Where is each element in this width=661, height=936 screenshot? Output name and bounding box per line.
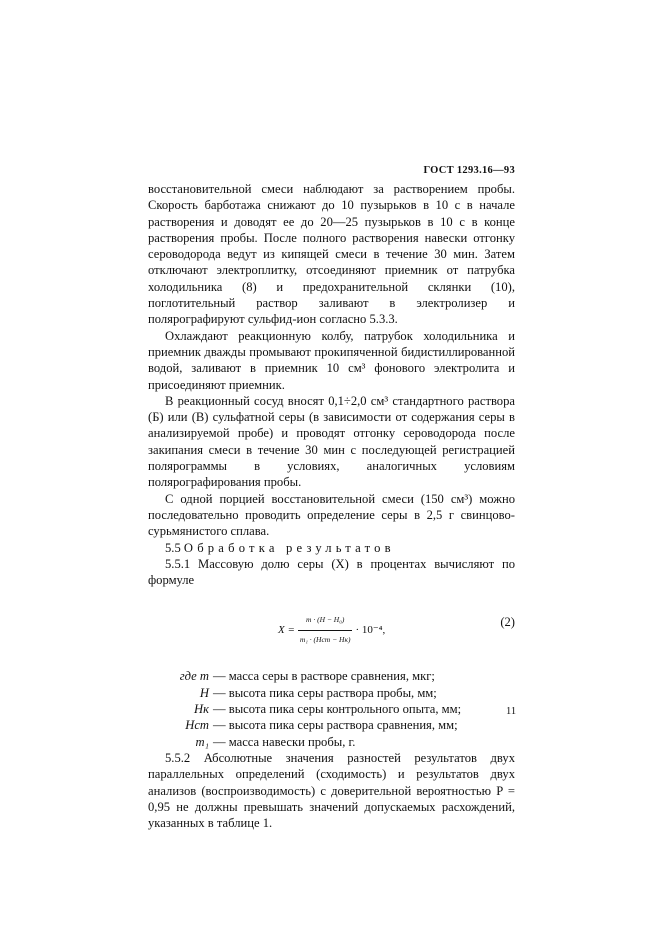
- formula-numerator: m · (H − H₀): [306, 615, 345, 625]
- legend-symbol: где m: [179, 669, 209, 684]
- legend-row: [148, 685, 515, 701]
- formula-factor: · 10⁻⁴,: [355, 624, 386, 637]
- legend-description: — высота пика серы раствора сравнения, мм;: [213, 718, 458, 733]
- legend-symbol: Hк: [194, 702, 209, 717]
- legend-description: — масса навески пробы, г.: [213, 734, 356, 749]
- variable-legend: [148, 668, 515, 749]
- paragraph-tolerance: 5.5.2 Абсолютные значения разностей результатов двух параллельных определений (сходимость) и результатов двух анализов (воспроизводимость) с доверительной вероятностью P = 0,95 не должны превышать значений допускаемых расхождений, указанных в таблице 1.: [148, 750, 515, 831]
- section-title: Обработка результатов: [183, 540, 395, 555]
- paragraph-formula-intro: 5.5.1 Массовую долю серы (X) в процентах вычисляют по формуле: [148, 556, 515, 588]
- page-number: 11: [506, 706, 517, 717]
- legend-description: — высота пика серы контрольного опыта, мм;: [213, 702, 462, 717]
- paragraph-standard-solution: В реакционный сосуд вносят 0,1÷2,0 см³ стандартного раствора (Б) или (В) сульфатной серы (в зависимости от содержания серы в анализируемой пробе) и проводят отгонку сероводорода после закипания смеси в течение 30 мин с последующей регистрацией полярограммы в условиях, аналогичных условиям полярографирования пробы.: [148, 393, 515, 490]
- formula: [278, 612, 385, 648]
- paragraph-rinsing: Охлаждают реакционную колбу, патрубок холодильника и приемник дважды промывают прокипяченной бидистиллированной водой, заливают в приемник 10 см³ фонового электролита и присоединяют приемник.: [148, 328, 515, 392]
- section-number: 5.5: [165, 540, 181, 555]
- legend-row: [148, 734, 515, 750]
- legend-description: — высота пика серы раствора пробы, мм;: [213, 685, 437, 700]
- legend-symbol: H: [199, 685, 209, 700]
- paragraph-portion: С одной порцией восстановительной смеси (150 см³) можно последовательно проводить определение серы в 2,5 г свинцово-сурьмянистого сплава.: [148, 491, 515, 539]
- body-text: [148, 181, 515, 831]
- formula-lhs: X =: [278, 624, 295, 637]
- legend-row: [148, 668, 515, 684]
- legend-row: [148, 701, 515, 717]
- document-code-header: ГОСТ 1293.16—93: [423, 165, 515, 176]
- legend-description: — масса серы в растворе сравнения, мкг;: [213, 669, 435, 684]
- legend-row: [148, 717, 515, 733]
- formula-denominator: m₁ · (Hст − Hк): [298, 630, 353, 648]
- formula-fraction: [298, 612, 353, 648]
- legend-symbol: m₁: [195, 734, 209, 749]
- legend-symbol: Hст: [185, 718, 209, 733]
- paragraph-distillation: восстановительной смеси наблюдают за растворением пробы. Скорость барботажа снижают до 10 пузырьков в 10 с в начале растворения и доводят ее до 20—25 пузырьков в 10 с в конце растворения пробы. После полного растворения навески отгонку сероводорода ведут из кипящей смеси в течение 30 мин. Затем отключают электроплитку, отсоединяют приемник от патрубка холодильника (8) и предохранительной склянки (10), поглотительный раствор заливают в электролизер и полярографируют сульфид-ион согласно 5.3.3.: [148, 182, 515, 327]
- formula-block: [148, 596, 515, 654]
- equation-number: (2): [500, 615, 515, 630]
- section-heading: [148, 540, 515, 556]
